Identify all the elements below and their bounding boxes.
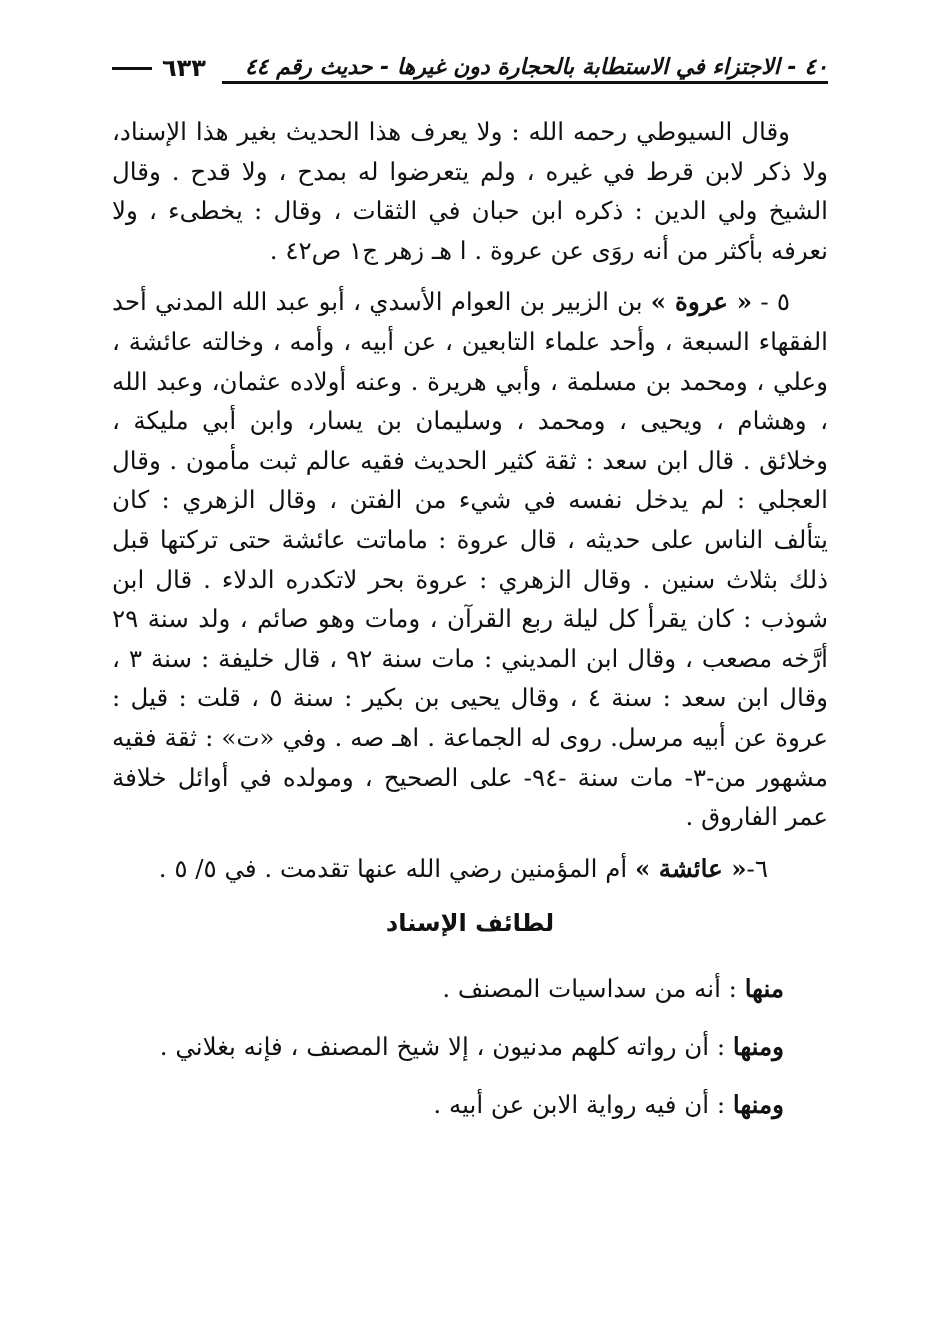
list-item (112, 960, 828, 1018)
narrator-bio: أم المؤمنين رضي الله عنها تقدمت . في ٥/ ٥ . (158, 853, 635, 883)
list-item (112, 1076, 828, 1134)
narrator-number: ٥ - (752, 287, 790, 317)
list-item-lead: ومنها (732, 1031, 784, 1061)
narrator-name: « عائشة » (634, 853, 747, 883)
main-text (112, 112, 828, 1134)
list-item-lead: منها (744, 973, 784, 1003)
page-number-block (112, 54, 206, 84)
list-item-text: : أن رواته كلهم مدنيون ، إلا شيخ المصنف ، فإنه بغلاني . (159, 1031, 733, 1061)
page-header (112, 38, 828, 84)
section-heading: لطائف الإسناد (385, 909, 555, 938)
book-page (112, 38, 828, 1134)
narrator-number: ٦- (746, 853, 768, 883)
paragraph-urwa (112, 282, 828, 836)
header-title: ٤٠ - الاجتزاء في الاستطابة بالحجارة دون غيرها - حديث رقم ٤٤ (244, 55, 828, 80)
paragraph-suyuti-quote: وقال السيوطي رحمه الله : ولا يعرف هذا الحديث بغير هذا الإسناد، ولا ذكر لابن قرط في غيره ، ولم يتعرضوا له بمدح ، ولا قدح . وقال الشيخ ولي الدين : ذكره ابن حبان في الثقات ، وقال : يخطىء ، ولا نعرفه بأكثر من أنه روَى عن عروة . ا هـ زهر ج١ ص٤٢ . (112, 117, 828, 265)
page-number: ٦٣٣ (162, 54, 206, 82)
list-item-text: : أن فيه رواية الابن عن أبيه . (433, 1089, 733, 1119)
narrator-bio: بن الزبير بن العوام الأسدي ، أبو عبد الله المدني أحد الفقهاء السبعة ، وأحد علماء التابعين ، عن أبيه ، وأمه ، وخالته عائشة ، وعلي ، ومحمد بن مسلمة ، وأبي هريرة . وعنه أولاده عثمان، وعبد الله ، وهشام ، ويحيى ، ومحمد ، وسليمان بن يسار، وابن أبي مليكة ، وخلائق . قال ابن سعد : ثقة كثير الحديث فقيه عالم ثبت مأمون . وقال العجلي : لم يدخل نفسه في شيء من الفتن ، وقال الزهري : كان يتألف الناس على حديثه ، قال عروة : ماماتت عائشة حتى تركتها قبل ذلك بثلاث سنين . وقال الزهري : عروة بحر لاتكدره الدلاء . قال ابن شوذب : كان يقرأ كل ليلة ربع القرآن ، ومات وهو صائم ، ولد سنة ٢٩ أرَّخه مصعب ، وقال ابن المديني : مات سنة ٩٢ ، قال خليفة : سنة ٣ ، وقال ابن سعد : سنة ٤ ، وقال يحيى بن بكير : سنة ٥ ، قلت : قيل : عروة عن أبيه مرسل. روى له الجماعة . اهـ صه . وفي «ت» : ثقة فقيه مشهور من-٣- مات سنة -٩٤- على الصحيح ، ومولده في أوائل خلافة عمر الفاروق . (112, 287, 828, 832)
narrator-name: « عروة » (650, 287, 753, 317)
paragraph-aisha (112, 849, 828, 889)
header-rule (222, 81, 828, 84)
page-number-dash (112, 67, 152, 70)
list-item-text: : أنه من سداسيات المصنف . (442, 973, 745, 1003)
list-item-lead: ومنها (732, 1089, 784, 1119)
list-item (112, 1018, 828, 1076)
